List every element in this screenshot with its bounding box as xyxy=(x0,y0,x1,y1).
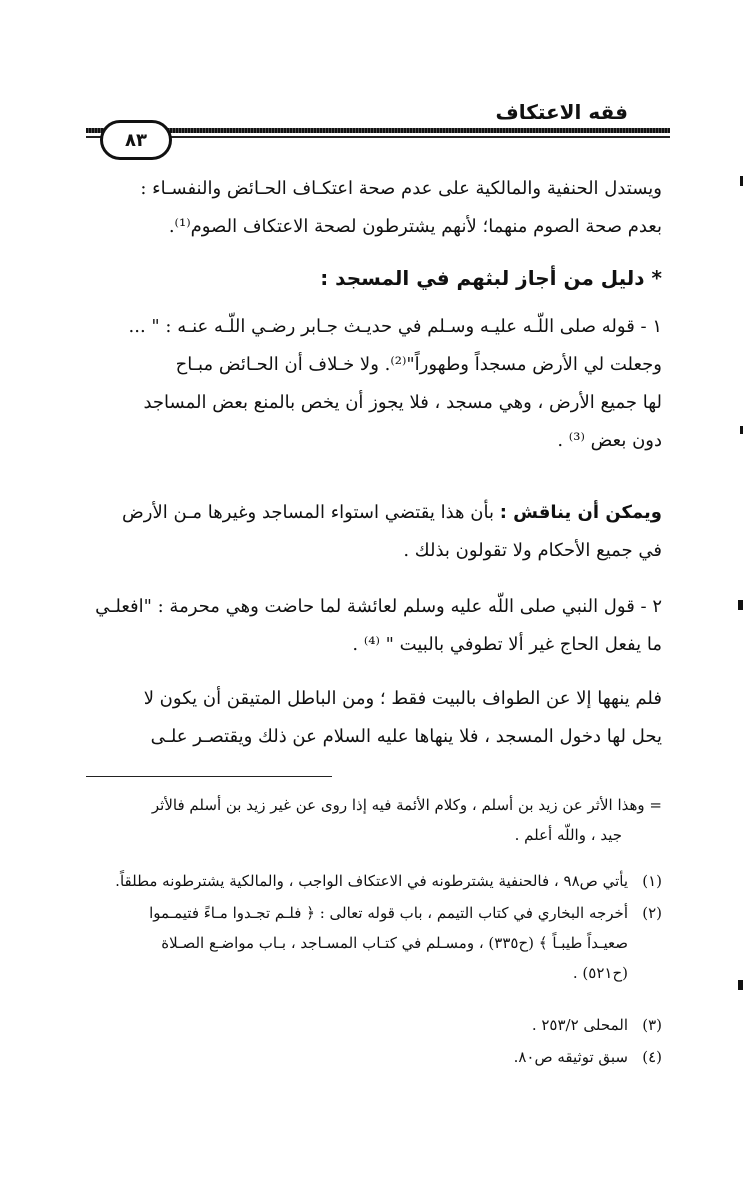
footnote-3-number: (٣) xyxy=(642,1016,662,1034)
item2-line-1: ٢ - قول النبي صلى اللّه عليه وسلم لعائشة لما حاضت وهي محرمة : "افعلـي xyxy=(95,596,662,617)
evidence-item-1 xyxy=(82,308,662,460)
objection-text: بأن هذا يقتضي استواء المساجد وغيرها مـن الأرض xyxy=(122,502,500,523)
objection-line-1 xyxy=(82,494,662,532)
scan-edge-mark xyxy=(738,980,743,990)
page-number-badge xyxy=(100,120,172,160)
item1-line-4: دون بعض ⁽³⁾ . xyxy=(557,430,662,451)
item1-line-2: وجعلت لي الأرض مسجداً وطهوراً"⁽²⁾. ولا خـلاف أن الحـائض مبـاح xyxy=(175,354,662,375)
footnote-2-text-1: أخرجه البخاري في كتاب التيمم ، باب قوله تعالى : ﴿ فلـم تجـدوا مـاءً فتيمـموا xyxy=(149,904,628,922)
item1-line-3: لها جميع الأرض ، وهي مسجد ، فلا يجوز أن يخص بالمنع بعض المساجد xyxy=(143,392,662,413)
header-rule xyxy=(86,128,670,133)
scan-edge-mark xyxy=(740,426,743,434)
paragraph-1 xyxy=(82,170,662,246)
footnote-1 xyxy=(82,866,662,896)
page-number: ٨٣ xyxy=(125,129,147,151)
objection-label: ويمكن أن يناقش : xyxy=(499,502,662,523)
footnote-4-text: سبق توثيقه ص٨٠. xyxy=(513,1048,628,1066)
footnote-separator xyxy=(86,776,332,777)
footnote-1-number: (١) xyxy=(642,872,662,890)
footnote-cont-line-2: جيد ، واللّه أعلم . xyxy=(514,826,622,844)
footnote-2-line-2: صعيـداً طيبـاً ﴾ (ح٣٣٥) ، ومسـلم في كتـاب المسـاجد ، بـاب مواضـع الصـلاة xyxy=(161,934,628,952)
running-header-title: فقه الاعتكاف xyxy=(495,100,628,124)
footnote-4 xyxy=(82,1042,662,1072)
footnote-cont-line-1: = وهذا الأثر عن زيد بن أسلم ، وكلام الأئمة فيه إذا روى عن غير زيد بن أسلم فالأثر xyxy=(151,796,662,814)
footnote-2 xyxy=(82,898,662,988)
item2-line-2: ما يفعل الحاج غير ألا تطوفي بالبيت " ⁽⁴⁾ . xyxy=(352,634,662,655)
footnote-4-number: (٤) xyxy=(642,1048,662,1066)
header-rule-thin xyxy=(86,136,670,138)
footnote-3 xyxy=(82,1010,662,1040)
objection-paragraph xyxy=(82,494,662,570)
footnote-3-text: المحلى ٢٥٣/٢ . xyxy=(531,1016,628,1034)
closing-paragraph xyxy=(82,680,662,756)
footnote-2-line-3: (ح٥٢١) . xyxy=(572,964,628,982)
evidence-item-2 xyxy=(82,588,662,664)
scan-edge-mark xyxy=(738,600,743,610)
paragraph-1-line-2: بعدم صحة الصوم منهما؛ لأنهم يشترطون لصحة الاعتكاف الصوم⁽¹⁾. xyxy=(168,216,662,237)
footnote-1-text: يأتي ص٩٨ ، فالحنفية يشترطونه في الاعتكاف الواجب ، والمالكية يشترطونه مطلقاً. xyxy=(115,872,628,890)
paragraph-1-line-1: ويستدل الحنفية والمالكية على عدم صحة اعتكـاف الحـائض والنفسـاء : xyxy=(140,178,662,199)
item1-line-1: ١ - قوله صلى اللّـه عليـه وسـلم في حديـث جـابر رضـي اللّـه عنـه : " ... xyxy=(128,316,662,337)
objection-line-2: في جميع الأحكام ولا تقولون بذلك . xyxy=(403,540,662,561)
section-heading: * دليل من أجاز لبثهم في المسجد : xyxy=(320,266,662,290)
footnote-2-line-1 xyxy=(82,898,662,928)
footnote-continuation xyxy=(82,790,662,850)
scan-edge-mark xyxy=(740,176,743,186)
closing-line-2: يحل لها دخول المسجد ، فلا ينهاها عليه السلام عن ذلك ويقتصـر علـى xyxy=(150,726,662,747)
footnote-2-number: (٢) xyxy=(642,904,662,922)
closing-line-1: فلم ينهها إلا عن الطواف بالبيت فقط ؛ ومن الباطل المتيقن أن يكون لا xyxy=(143,688,662,709)
